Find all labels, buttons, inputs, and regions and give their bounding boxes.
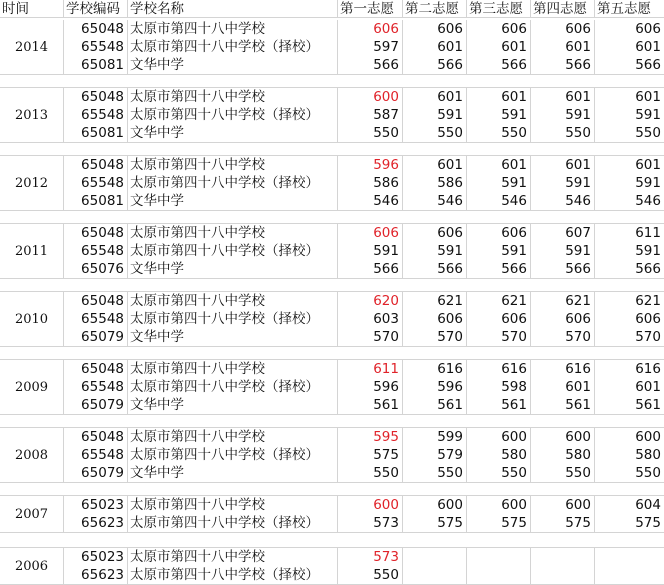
table-row: [0, 20, 664, 38]
group-separator: [0, 482, 664, 483]
score-choice-4: 600: [531, 428, 595, 446]
score-choice-5: 601: [635, 89, 661, 105]
school-code: 65048: [64, 88, 128, 106]
score-choice-2: 566: [403, 260, 467, 278]
score-choice-5: 550: [635, 465, 661, 481]
score-choice-3: 566: [467, 260, 531, 278]
score-choice-2: 566: [403, 56, 467, 74]
score-choice-4: 607: [531, 224, 595, 242]
header-choice-5: 第五志愿: [595, 0, 664, 18]
score-choice-1: 591: [338, 242, 403, 260]
score-choice-2: 591: [403, 242, 467, 260]
year-cell: 2007: [0, 496, 64, 532]
table-row: [0, 428, 664, 446]
score-choice-4: 621: [531, 292, 595, 310]
score-choice-1: 550: [338, 124, 403, 142]
school-code: 65548: [64, 310, 128, 328]
school-code: 65048: [64, 224, 128, 242]
score-choice-3: 561: [467, 396, 531, 414]
score-choice-2: 586: [403, 174, 467, 192]
table-row: [0, 260, 664, 278]
score-choice-1: 573: [338, 548, 403, 566]
score-choice-3: [467, 548, 531, 566]
school-name: 太原市第四十八中学校: [128, 548, 338, 566]
score-choice-3: 616: [467, 360, 531, 378]
school-code: 65023: [64, 496, 128, 514]
score-choice-3: [467, 566, 531, 584]
group-separator: [0, 278, 664, 279]
group-separator: [0, 210, 664, 211]
score-choice-1: 597: [338, 38, 403, 56]
school-code: 65548: [64, 106, 128, 124]
table-row: [0, 464, 664, 482]
school-name: 文华中学: [128, 56, 338, 74]
score-choice-1: 611: [338, 360, 403, 378]
school-code: 65548: [64, 446, 128, 464]
school-name: 文华中学: [128, 464, 338, 482]
score-choice-1: 566: [338, 56, 403, 74]
score-choice-1: 575: [338, 446, 403, 464]
table-row: [0, 396, 664, 414]
score-choice-4: 550: [531, 124, 595, 142]
table-row: [0, 292, 664, 310]
score-choice-4: 591: [531, 174, 595, 192]
year-cell: 2011: [0, 224, 64, 278]
school-code: 65081: [64, 192, 128, 210]
score-choice-4: 601: [531, 378, 595, 396]
score-choice-1: 595: [338, 428, 403, 446]
score-choice-5: [595, 566, 664, 584]
school-code: 65048: [64, 292, 128, 310]
score-choice-5: 606: [635, 311, 661, 327]
score-choice-2: 596: [403, 378, 467, 396]
year-cell: 2006: [0, 548, 64, 584]
score-choice-4: 566: [531, 56, 595, 74]
score-choice-4: 591: [531, 242, 595, 260]
group-separator: [0, 346, 664, 347]
table-row: [0, 106, 664, 124]
score-choice-1: 620: [338, 292, 403, 310]
score-choice-4: [531, 548, 595, 566]
score-choice-3: 580: [467, 446, 531, 464]
header-choice-4: 第四志愿: [531, 0, 595, 18]
year-cell: 2009: [0, 360, 64, 414]
score-choice-2: 601: [403, 88, 467, 106]
school-name: 文华中学: [128, 396, 338, 414]
table-row: [0, 38, 664, 56]
score-choice-4: 550: [531, 464, 595, 482]
school-name: 太原市第四十八中学校（择校）: [128, 242, 338, 260]
score-choice-3: 601: [467, 156, 531, 174]
score-choice-5: 566: [635, 57, 661, 73]
table-header: [0, 0, 664, 18]
score-choice-3: 606: [467, 20, 531, 38]
school-code: 65623: [64, 566, 128, 584]
year-cell: 2013: [0, 88, 64, 142]
score-choice-4: [531, 566, 595, 584]
school-name: 太原市第四十八中学校: [128, 360, 338, 378]
score-choice-3: 566: [467, 56, 531, 74]
score-choice-5: 561: [635, 397, 661, 413]
table-row: [0, 496, 664, 514]
group-separator: [0, 142, 664, 143]
school-name: 太原市第四十八中学校（择校）: [128, 566, 338, 584]
score-choice-3: 600: [467, 496, 531, 514]
table-row: [0, 242, 664, 260]
score-choice-5: 616: [635, 361, 661, 377]
score-choice-5: 601: [635, 379, 661, 395]
school-code: 65081: [64, 124, 128, 142]
score-choice-1: 550: [338, 566, 403, 584]
score-choice-2: 601: [403, 156, 467, 174]
school-name: 太原市第四十八中学校: [128, 20, 338, 38]
score-choice-1: 596: [338, 378, 403, 396]
score-choice-2: 591: [403, 106, 467, 124]
score-choice-5: 611: [635, 225, 661, 241]
score-choice-3: 550: [467, 464, 531, 482]
school-code: 65048: [64, 20, 128, 38]
school-code: 65081: [64, 56, 128, 74]
score-choice-5: 570: [635, 329, 661, 345]
score-choice-2: 606: [403, 20, 467, 38]
score-choice-1: 587: [338, 106, 403, 124]
school-code: 65548: [64, 378, 128, 396]
score-choice-2: 601: [403, 38, 467, 56]
score-choice-5: [595, 548, 664, 566]
table-row: [0, 88, 664, 106]
score-choice-1: 573: [338, 514, 403, 532]
table-row: [0, 156, 664, 174]
school-code: 65048: [64, 360, 128, 378]
score-choice-4: 591: [531, 106, 595, 124]
header-choice-1: 第一志愿: [338, 0, 403, 18]
score-choice-3: 601: [467, 38, 531, 56]
header-year: 时间: [0, 0, 64, 18]
school-code: 65548: [64, 242, 128, 260]
school-name: 太原市第四十八中学校: [128, 496, 338, 514]
score-choice-4: 570: [531, 328, 595, 346]
table-row: [0, 174, 664, 192]
score-choice-5: 580: [635, 447, 661, 463]
score-choice-4: 580: [531, 446, 595, 464]
score-choice-4: 601: [531, 156, 595, 174]
score-choice-3: 591: [467, 242, 531, 260]
score-choice-1: 603: [338, 310, 403, 328]
school-code: 65079: [64, 464, 128, 482]
score-choice-5: 566: [635, 261, 661, 277]
score-choice-4: 616: [531, 360, 595, 378]
school-code: 65076: [64, 260, 128, 278]
score-choice-5: 604: [635, 497, 661, 513]
year-cell: 2008: [0, 428, 64, 482]
score-choice-1: 561: [338, 396, 403, 414]
score-choice-1: 566: [338, 260, 403, 278]
school-code: 65079: [64, 328, 128, 346]
school-code: 65048: [64, 156, 128, 174]
school-name: 文华中学: [128, 124, 338, 142]
score-choice-5: 550: [635, 125, 661, 141]
score-choice-2: 579: [403, 446, 467, 464]
score-choice-3: 601: [467, 88, 531, 106]
score-choice-4: 546: [531, 192, 595, 210]
score-choice-2: 600: [403, 496, 467, 514]
school-name: 太原市第四十八中学校（择校）: [128, 378, 338, 396]
score-choice-4: 601: [531, 38, 595, 56]
score-choice-3: 575: [467, 514, 531, 532]
score-choice-5: 606: [635, 21, 661, 37]
school-name: 太原市第四十八中学校: [128, 88, 338, 106]
score-choice-1: 596: [338, 156, 403, 174]
score-choice-3: 591: [467, 106, 531, 124]
table-row: [0, 192, 664, 210]
score-choice-1: 550: [338, 464, 403, 482]
table-row: [0, 224, 664, 242]
header-choice-3: 第三志愿: [467, 0, 531, 18]
score-choice-2: 550: [403, 464, 467, 482]
table-row: [0, 378, 664, 396]
school-code: 65623: [64, 514, 128, 532]
school-name: 太原市第四十八中学校: [128, 156, 338, 174]
score-choice-1: 606: [338, 224, 403, 242]
year-cell: 2010: [0, 292, 64, 346]
score-choice-3: 621: [467, 292, 531, 310]
score-choice-4: 566: [531, 260, 595, 278]
school-code: 65048: [64, 428, 128, 446]
header-school-code: 学校编码: [64, 0, 128, 18]
score-choice-5: 546: [635, 193, 661, 209]
school-name: 太原市第四十八中学校（择校）: [128, 514, 338, 532]
group-separator: [0, 74, 664, 75]
school-name: 太原市第四十八中学校（择校）: [128, 310, 338, 328]
school-code: 65548: [64, 174, 128, 192]
school-code: 65079: [64, 396, 128, 414]
score-choice-2: 575: [403, 514, 467, 532]
score-choice-4: 606: [531, 310, 595, 328]
score-choice-4: 575: [531, 514, 595, 532]
score-choice-5: 591: [635, 175, 661, 191]
table-row: [0, 514, 664, 532]
score-choice-2: 621: [403, 292, 467, 310]
group-separator: [0, 414, 664, 415]
score-choice-2: [403, 566, 467, 584]
score-choice-1: 606: [338, 20, 403, 38]
school-name: 太原市第四十八中学校（择校）: [128, 446, 338, 464]
score-choice-5: 591: [635, 243, 661, 259]
score-choice-5: 591: [635, 107, 661, 123]
score-choice-4: 561: [531, 396, 595, 414]
table-row: [0, 310, 664, 328]
school-name: 文华中学: [128, 328, 338, 346]
table-row: [0, 56, 664, 74]
score-choice-1: 570: [338, 328, 403, 346]
score-choice-3: 550: [467, 124, 531, 142]
score-choice-1: 546: [338, 192, 403, 210]
score-choice-3: 606: [467, 310, 531, 328]
table-row: [0, 548, 664, 566]
score-choice-2: 561: [403, 396, 467, 414]
score-choice-2: [403, 548, 467, 566]
table-row: [0, 446, 664, 464]
score-choice-2: 570: [403, 328, 467, 346]
year-cell: 2012: [0, 156, 64, 210]
score-choice-5: 601: [635, 157, 661, 173]
table-row: [0, 566, 664, 584]
score-choice-3: 600: [467, 428, 531, 446]
score-choice-3: 598: [467, 378, 531, 396]
score-choice-4: 606: [531, 20, 595, 38]
school-name: 太原市第四十八中学校（择校）: [128, 174, 338, 192]
school-name: 太原市第四十八中学校: [128, 224, 338, 242]
table-row: [0, 328, 664, 346]
score-choice-5: 601: [635, 39, 661, 55]
score-choice-5: 621: [635, 293, 661, 309]
score-choice-3: 606: [467, 224, 531, 242]
score-choice-1: 600: [338, 496, 403, 514]
score-choice-2: 546: [403, 192, 467, 210]
school-name: 太原市第四十八中学校（择校）: [128, 38, 338, 56]
score-choice-2: 616: [403, 360, 467, 378]
score-choice-2: 606: [403, 310, 467, 328]
table-row: [0, 360, 664, 378]
school-name: 文华中学: [128, 192, 338, 210]
score-choice-3: 546: [467, 192, 531, 210]
score-choice-2: 550: [403, 124, 467, 142]
score-choice-5: 600: [635, 429, 661, 445]
header-school-name: 学校名称: [128, 0, 338, 18]
school-name: 文华中学: [128, 260, 338, 278]
score-choice-5: 575: [635, 515, 661, 531]
score-choice-1: 600: [338, 88, 403, 106]
score-choice-3: 591: [467, 174, 531, 192]
score-choice-2: 599: [403, 428, 467, 446]
score-choice-1: 586: [338, 174, 403, 192]
header-choice-2: 第二志愿: [403, 0, 467, 18]
score-choice-4: 600: [531, 496, 595, 514]
school-name: 太原市第四十八中学校: [128, 292, 338, 310]
group-separator: [0, 532, 664, 533]
score-choice-4: 601: [531, 88, 595, 106]
school-code: 65023: [64, 548, 128, 566]
table-row: [0, 124, 664, 142]
year-cell: 2014: [0, 20, 64, 74]
school-name: 太原市第四十八中学校: [128, 428, 338, 446]
school-name: 太原市第四十八中学校（择校）: [128, 106, 338, 124]
score-choice-3: 570: [467, 328, 531, 346]
score-choice-2: 606: [403, 224, 467, 242]
school-code: 65548: [64, 38, 128, 56]
